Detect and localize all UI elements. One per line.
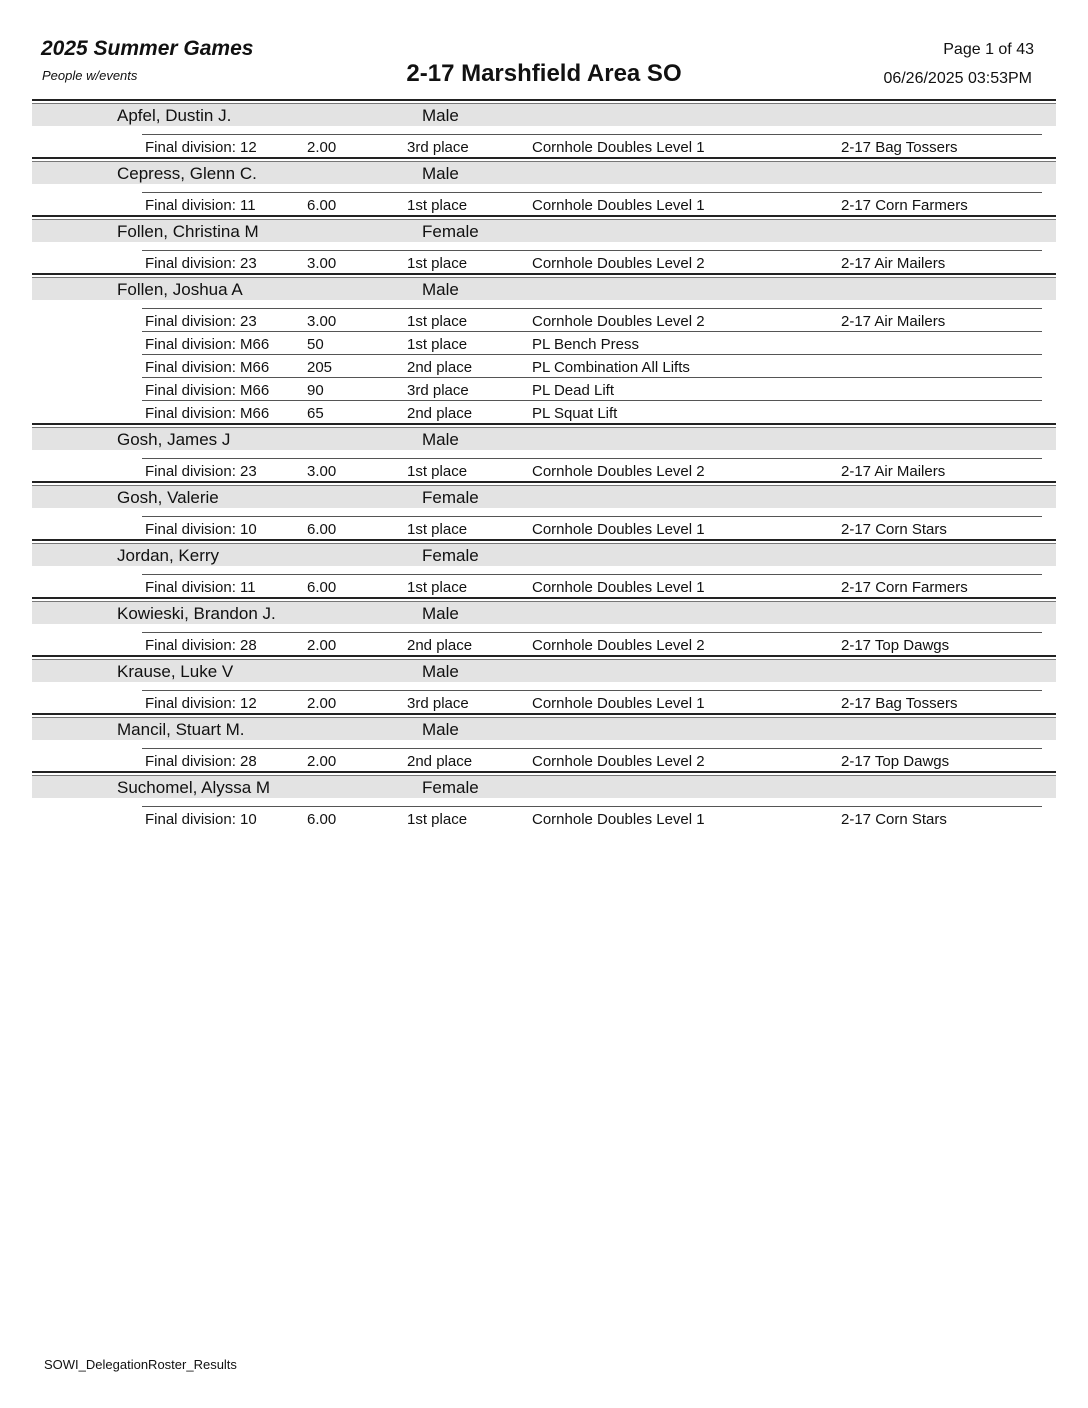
person-divider bbox=[32, 713, 1056, 715]
event-division: Final division: 28 bbox=[145, 753, 257, 770]
roster-list bbox=[32, 99, 1056, 829]
person-name: Krause, Luke V bbox=[117, 662, 234, 681]
person-name: Cepress, Glenn C. bbox=[117, 164, 257, 183]
person-name: Apfel, Dustin J. bbox=[117, 106, 232, 125]
footer-report-name: SOWI_DelegationRoster_Results bbox=[44, 1357, 237, 1372]
event-place: 2nd place bbox=[407, 637, 473, 654]
event-score: 2.00 bbox=[307, 753, 337, 770]
event-name: Cornhole Doubles Level 2 bbox=[532, 255, 705, 272]
person-gender: Male bbox=[422, 604, 459, 623]
event-division: Final division: M66 bbox=[145, 382, 270, 399]
event-list bbox=[32, 682, 1056, 713]
person-header bbox=[32, 601, 1056, 624]
event-division: Final division: 11 bbox=[145, 579, 256, 596]
person-header bbox=[32, 219, 1056, 242]
person-gender: Female bbox=[422, 778, 479, 797]
person-divider bbox=[32, 771, 1056, 773]
event-place: 1st place bbox=[407, 463, 468, 480]
event-division: Final division: 11 bbox=[145, 197, 256, 214]
event-place: 3rd place bbox=[407, 382, 469, 399]
event-name: Cornhole Doubles Level 1 bbox=[532, 197, 705, 214]
page-number: Page 1 of 43 bbox=[943, 41, 1034, 58]
event-row bbox=[142, 748, 1042, 771]
person-header bbox=[32, 543, 1056, 566]
event-list bbox=[32, 242, 1056, 273]
event-team: 2-17 Corn Stars bbox=[841, 811, 947, 828]
event-place: 3rd place bbox=[407, 139, 469, 156]
event-division: Final division: 10 bbox=[145, 521, 257, 538]
event-name: PL Bench Press bbox=[532, 336, 639, 353]
delegation-title: 2-17 Marshfield Area SO bbox=[406, 60, 682, 87]
event-score: 3.00 bbox=[307, 313, 337, 330]
event-row bbox=[142, 690, 1042, 713]
person-header bbox=[32, 427, 1056, 450]
event-score: 6.00 bbox=[307, 811, 337, 828]
person-entry bbox=[32, 157, 1056, 215]
event-score: 65 bbox=[307, 405, 324, 422]
event-name: Cornhole Doubles Level 2 bbox=[532, 753, 705, 770]
event-score: 3.00 bbox=[307, 463, 337, 480]
event-list bbox=[32, 126, 1056, 157]
person-gender: Male bbox=[422, 430, 459, 449]
event-list bbox=[32, 450, 1056, 481]
person-entry bbox=[32, 423, 1056, 481]
event-division: Final division: M66 bbox=[145, 336, 270, 353]
person-entry bbox=[32, 713, 1056, 771]
event-place: 1st place bbox=[407, 336, 468, 353]
event-team: 2-17 Bag Tossers bbox=[841, 139, 958, 156]
person-divider bbox=[32, 215, 1056, 217]
event-name: Cornhole Doubles Level 1 bbox=[532, 139, 705, 156]
event-list bbox=[32, 740, 1056, 771]
person-header bbox=[32, 717, 1056, 740]
person-gender: Female bbox=[422, 488, 479, 507]
report-subtitle: People w/events bbox=[42, 68, 138, 83]
person-entry bbox=[32, 215, 1056, 273]
event-row bbox=[142, 134, 1042, 157]
person-entry bbox=[32, 655, 1056, 713]
person-divider bbox=[32, 481, 1056, 483]
event-place: 2nd place bbox=[407, 405, 473, 422]
event-place: 1st place bbox=[407, 811, 468, 828]
event-row bbox=[142, 632, 1042, 655]
event-name: Cornhole Doubles Level 1 bbox=[532, 811, 705, 828]
event-team: 2-17 Corn Farmers bbox=[841, 197, 968, 214]
event-division: Final division: 23 bbox=[145, 313, 257, 330]
person-divider bbox=[32, 157, 1056, 159]
event-division: Final division: M66 bbox=[145, 359, 270, 376]
event-row bbox=[142, 458, 1042, 481]
person-name: Jordan, Kerry bbox=[117, 546, 220, 565]
person-gender: Female bbox=[422, 222, 479, 241]
event-team: 2-17 Air Mailers bbox=[841, 463, 946, 480]
event-place: 2nd place bbox=[407, 753, 473, 770]
person-gender: Male bbox=[422, 106, 459, 125]
event-list bbox=[32, 566, 1056, 597]
person-entry bbox=[32, 771, 1056, 829]
event-row bbox=[142, 516, 1042, 539]
person-divider bbox=[32, 99, 1056, 101]
person-gender: Female bbox=[422, 546, 479, 565]
event-name: Cornhole Doubles Level 1 bbox=[532, 579, 705, 596]
event-team: 2-17 Air Mailers bbox=[841, 313, 946, 330]
event-score: 6.00 bbox=[307, 197, 337, 214]
event-place: 1st place bbox=[407, 579, 468, 596]
person-name: Kowieski, Brandon J. bbox=[117, 604, 276, 623]
person-divider bbox=[32, 539, 1056, 541]
event-division: Final division: 12 bbox=[145, 695, 257, 712]
event-row bbox=[142, 574, 1042, 597]
person-name: Gosh, James J bbox=[117, 430, 231, 449]
person-header bbox=[32, 161, 1056, 184]
person-gender: Male bbox=[422, 280, 459, 299]
event-team: 2-17 Bag Tossers bbox=[841, 695, 958, 712]
person-header bbox=[32, 485, 1056, 508]
person-name: Gosh, Valerie bbox=[117, 488, 219, 507]
person-divider bbox=[32, 423, 1056, 425]
event-name: PL Combination All Lifts bbox=[532, 359, 690, 376]
event-score: 3.00 bbox=[307, 255, 337, 272]
event-name: PL Dead Lift bbox=[532, 382, 614, 399]
event-division: Final division: M66 bbox=[145, 405, 270, 422]
person-name: Suchomel, Alyssa M bbox=[117, 778, 271, 797]
event-division: Final division: 28 bbox=[145, 637, 257, 654]
event-score: 205 bbox=[307, 359, 333, 376]
person-entry bbox=[32, 539, 1056, 597]
event-row bbox=[142, 250, 1042, 273]
event-row bbox=[142, 377, 1042, 400]
person-header bbox=[32, 775, 1056, 798]
person-divider bbox=[32, 655, 1056, 657]
event-score: 2.00 bbox=[307, 637, 337, 654]
person-name: Follen, Christina M bbox=[117, 222, 259, 241]
event-division: Final division: 23 bbox=[145, 463, 257, 480]
event-division: Final division: 12 bbox=[145, 139, 257, 156]
person-gender: Male bbox=[422, 164, 459, 183]
event-list bbox=[32, 624, 1056, 655]
event-row bbox=[142, 400, 1042, 423]
event-list bbox=[32, 798, 1056, 829]
event-team: 2-17 Air Mailers bbox=[841, 255, 946, 272]
event-place: 1st place bbox=[407, 313, 468, 330]
person-entry bbox=[32, 481, 1056, 539]
event-division: Final division: 23 bbox=[145, 255, 257, 272]
event-score: 2.00 bbox=[307, 139, 337, 156]
person-header bbox=[32, 277, 1056, 300]
event-name: Cornhole Doubles Level 2 bbox=[532, 637, 705, 654]
report-datetime: 06/26/2025 03:53PM bbox=[883, 70, 1032, 87]
person-header bbox=[32, 103, 1056, 126]
event-row bbox=[142, 354, 1042, 377]
event-score: 50 bbox=[307, 336, 324, 353]
event-place: 2nd place bbox=[407, 359, 473, 376]
event-list bbox=[32, 300, 1056, 423]
person-entry bbox=[32, 99, 1056, 157]
event-team: 2-17 Corn Farmers bbox=[841, 579, 968, 596]
event-name: PL Squat Lift bbox=[532, 405, 618, 422]
event-list bbox=[32, 184, 1056, 215]
event-place: 1st place bbox=[407, 255, 468, 272]
person-gender: Male bbox=[422, 662, 459, 681]
person-name: Mancil, Stuart M. bbox=[117, 720, 245, 739]
event-list bbox=[32, 508, 1056, 539]
event-row bbox=[142, 331, 1042, 354]
event-row bbox=[142, 308, 1042, 331]
event-row bbox=[142, 806, 1042, 829]
event-name: Cornhole Doubles Level 1 bbox=[532, 521, 705, 538]
report-title: 2025 Summer Games bbox=[41, 37, 254, 60]
event-place: 3rd place bbox=[407, 695, 469, 712]
event-score: 6.00 bbox=[307, 579, 337, 596]
event-score: 90 bbox=[307, 382, 324, 399]
event-division: Final division: 10 bbox=[145, 811, 257, 828]
event-name: Cornhole Doubles Level 2 bbox=[532, 313, 705, 330]
person-entry bbox=[32, 273, 1056, 423]
person-divider bbox=[32, 273, 1056, 275]
person-entry bbox=[32, 597, 1056, 655]
event-score: 2.00 bbox=[307, 695, 337, 712]
person-gender: Male bbox=[422, 720, 459, 739]
event-name: Cornhole Doubles Level 2 bbox=[532, 463, 705, 480]
event-team: 2-17 Top Dawgs bbox=[841, 637, 950, 654]
person-divider bbox=[32, 597, 1056, 599]
person-header bbox=[32, 659, 1056, 682]
event-place: 1st place bbox=[407, 197, 468, 214]
event-row bbox=[142, 192, 1042, 215]
event-score: 6.00 bbox=[307, 521, 337, 538]
event-name: Cornhole Doubles Level 1 bbox=[532, 695, 705, 712]
event-team: 2-17 Top Dawgs bbox=[841, 753, 950, 770]
person-name: Follen, Joshua A bbox=[117, 280, 243, 299]
event-team: 2-17 Corn Stars bbox=[841, 521, 947, 538]
event-place: 1st place bbox=[407, 521, 468, 538]
